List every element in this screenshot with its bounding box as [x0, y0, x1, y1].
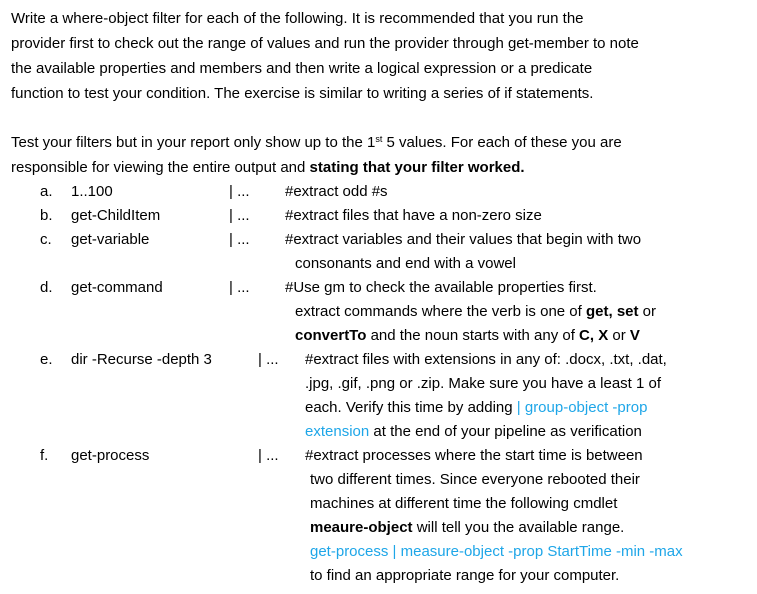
item-command: 1..100	[71, 183, 113, 200]
item-command: get-process	[71, 447, 150, 464]
item-marker: f.	[40, 447, 49, 464]
item-command: get-variable	[71, 231, 150, 248]
item-description: #extract processes where the start time is between	[305, 447, 643, 464]
item-description: #extract odd #s	[285, 183, 388, 200]
item-command: dir -Recurse -depth 3	[71, 351, 212, 368]
item-description: or	[638, 303, 657, 320]
code-snippet-line: get-process | measure-object -prop StartTime -min -max	[310, 543, 683, 560]
item-description: #extract variables and their values that begin with two	[285, 231, 642, 248]
list-item-e-continued-3	[305, 422, 642, 442]
instructions-text: Test your filters but in your report only show up to the 1	[11, 134, 376, 151]
instructions-line-1	[11, 133, 622, 153]
item-description: or	[608, 327, 630, 344]
item-marker: d.	[40, 279, 53, 296]
item-description: each. Verify this time by adding	[305, 399, 517, 416]
item-description: and the noun starts with any of	[366, 327, 580, 344]
instructions-emphasis: stating that your filter worked.	[309, 159, 525, 176]
item-description: extract commands where the verb is one of	[295, 303, 586, 320]
item-pipe: | ...	[258, 351, 279, 368]
item-emphasis: convertTo	[295, 327, 367, 344]
list-item-c-continued: consonants and end with a vowel	[295, 255, 516, 272]
intro-line-3: the available properties and members and then write a logical expression or a predicate	[11, 60, 593, 77]
item-pipe: | ...	[229, 207, 250, 224]
item-emphasis: C, X	[579, 327, 609, 344]
item-marker: c.	[40, 231, 52, 248]
intro-line-1: Write a where-object filter for each of the following. It is recommended that you run the	[11, 10, 584, 27]
list-item-d-continued-2	[295, 326, 640, 346]
code-snippet: | group-object -prop	[516, 399, 648, 416]
list-item-f-continued-1: two different times. Since everyone rebooted their	[310, 471, 640, 488]
list-item-f-continued-2: machines at different time the following cmdlet	[310, 495, 618, 512]
item-description: at the end of your pipeline as verification	[369, 423, 642, 440]
item-pipe: | ...	[258, 447, 279, 464]
instructions-text: responsible for viewing the entire output and	[11, 159, 310, 176]
intro-line-4: function to test your condition. The exercise is similar to writing a series of if statements.	[11, 85, 594, 102]
ordinal-suffix: st	[375, 134, 383, 144]
item-marker: e.	[40, 351, 53, 368]
list-item-e-continued-1: .jpg, .gif, .png or .zip. Make sure you have a least 1 of	[305, 375, 662, 392]
item-description: #extract files with extensions in any of: .docx, .txt, .dat,	[305, 351, 667, 368]
instructions-text: 5 values. For each of these you are	[382, 134, 622, 151]
item-description: #extract files that have a non-zero size	[285, 207, 542, 224]
item-marker: a.	[40, 183, 53, 200]
instructions-line-2	[11, 158, 525, 178]
list-item-d-continued-1	[295, 302, 656, 322]
item-emphasis: V	[629, 327, 640, 344]
item-pipe: | ...	[229, 183, 250, 200]
item-emphasis: meaure-object	[310, 519, 413, 536]
intro-line-2: provider first to check out the range of values and run the provider through get-member to note	[11, 35, 639, 52]
list-item-f-continued-3	[310, 518, 624, 538]
item-command: get-ChildItem	[71, 207, 161, 224]
item-marker: b.	[40, 207, 53, 224]
list-item-e-continued-2	[305, 398, 647, 418]
item-emphasis: get, set	[585, 303, 639, 320]
item-pipe: | ...	[229, 231, 250, 248]
list-item-f-continued-5: to find an appropriate range for your computer.	[310, 567, 620, 584]
item-description: #Use gm to check the available properties first.	[285, 279, 597, 296]
item-description: will tell you the available range.	[412, 519, 625, 536]
item-pipe: | ...	[229, 279, 250, 296]
code-snippet: extension	[305, 423, 370, 440]
item-command: get-command	[71, 279, 163, 296]
